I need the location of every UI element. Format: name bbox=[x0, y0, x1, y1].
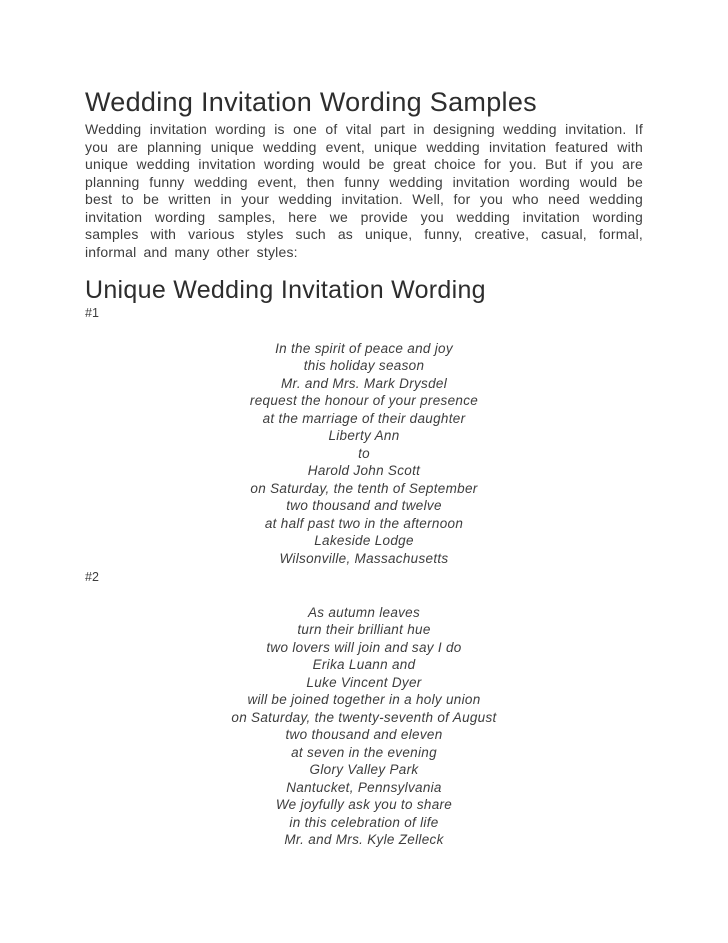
invitation-line: at half past two in the afternoon bbox=[264, 515, 464, 531]
invitation-line: two lovers will join and say I do bbox=[266, 639, 462, 655]
section-title: Unique Wedding Invitation Wording bbox=[85, 276, 486, 304]
invitation-line: this holiday season bbox=[303, 358, 425, 373]
invitation-line: will be joined together in a holy union bbox=[247, 692, 481, 707]
invitation-line: request the honour of your presence bbox=[249, 393, 479, 408]
invitation-line: Luke Vincent Dyer bbox=[306, 674, 422, 690]
invitation-line: Liberty Ann bbox=[328, 428, 400, 443]
invitation-line: to bbox=[358, 445, 370, 461]
invitation-sample-2 bbox=[85, 604, 643, 849]
page-title: Wedding Invitation Wording Samples bbox=[85, 87, 537, 117]
invitation-line: We joyfully ask you to share bbox=[275, 797, 453, 812]
invitation-line: two thousand and twelve bbox=[286, 498, 442, 513]
invitation-line: in this celebration of life bbox=[289, 814, 439, 830]
invitation-line: In the spirit of peace and joy bbox=[275, 340, 453, 356]
invitation-line: two thousand and eleven bbox=[285, 727, 443, 742]
intro-paragraph: Wedding invitation wording is one of vital part in designing wedding invitation. If you are planning unique wedding event, unique wedding invitation featured with unique wedding invitation wording would be great choice for you. But if you are planning funny wedding event, then funny wedding invitation wording would be best to be written in your wedding invitation. Well, for you who need wedding invitation wording samples, here we provide you wedding invitation wording samples with various styles such as unique, funny, creative, casual, formal, informal and many other styles: bbox=[85, 121, 643, 260]
invitation-line: on Saturday, the twenty-seventh of August bbox=[231, 709, 497, 725]
invitation-line: Lakeside Lodge bbox=[314, 533, 414, 548]
invitation-line: Erika Luann and bbox=[312, 657, 416, 672]
invitation-line: Glory Valley Park bbox=[309, 762, 419, 777]
invitation-line: on Saturday, the tenth of September bbox=[250, 480, 478, 496]
invitation-line: Nantucket, Pennsylvania bbox=[286, 779, 442, 795]
invitation-line: turn their brilliant hue bbox=[297, 622, 431, 637]
invitation-line: Mr. and Mrs. Kyle Zelleck bbox=[284, 832, 444, 847]
invitation-line: at seven in the evening bbox=[291, 744, 437, 760]
sample-1-label: #1 bbox=[85, 306, 99, 320]
invitation-line: As autumn leaves bbox=[307, 604, 421, 620]
sample-2-label: #2 bbox=[85, 570, 99, 584]
invitation-sample-1 bbox=[85, 340, 643, 568]
invitation-line: Harold John Scott bbox=[307, 463, 421, 478]
invitation-line: at the marriage of their daughter bbox=[262, 410, 466, 426]
invitation-line: Wilsonville, Massachusetts bbox=[279, 550, 449, 566]
invitation-line: Mr. and Mrs. Mark Drysdel bbox=[280, 375, 448, 391]
